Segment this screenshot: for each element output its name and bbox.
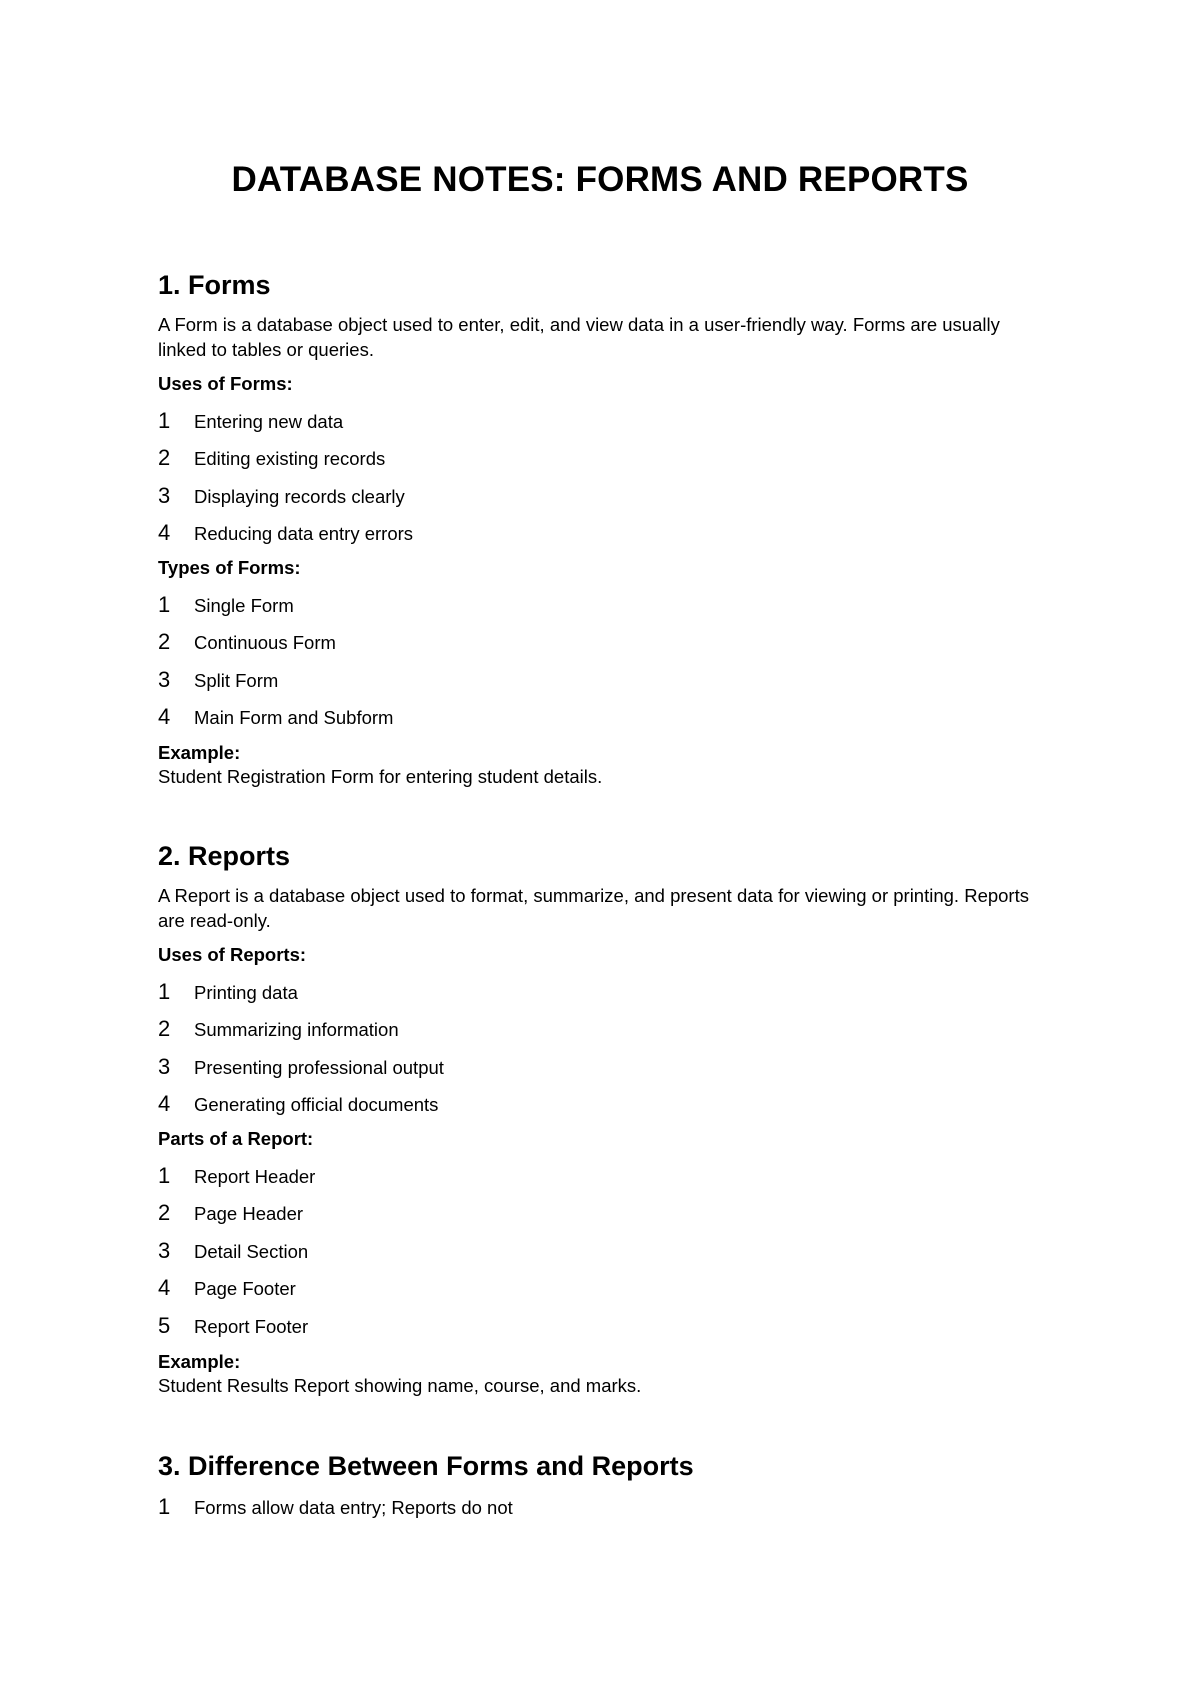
forms-example-text: Student Registration Form for entering student details.: [158, 766, 603, 787]
list-text: Single Form: [194, 594, 294, 616]
list-number: 2: [158, 445, 171, 470]
list-number: 4: [158, 704, 171, 729]
list-number: 4: [158, 1275, 171, 1300]
forms-types-heading: Types of Forms:: [158, 557, 301, 578]
list-item: [158, 1313, 1040, 1339]
list-item: [158, 520, 1040, 546]
list-number: 2: [158, 1016, 171, 1041]
list-item: [158, 667, 1040, 693]
list-text: Report Header: [194, 1165, 316, 1187]
list-text: Editing existing records: [194, 448, 386, 469]
list-text: Detail Section: [194, 1240, 309, 1262]
list-text: Presenting professional output: [194, 1056, 444, 1078]
list-item: [158, 592, 1040, 618]
reports-intro: A Report is a database object used to format, summarize, and present data for viewing or printing. Reports are read-only.: [158, 885, 1029, 931]
list-number: 2: [158, 629, 171, 654]
list-item: [158, 629, 1040, 655]
list-text: Page Footer: [194, 1278, 296, 1299]
forms-example-label: Example:: [158, 742, 241, 763]
list-text: Continuous Form: [194, 632, 336, 653]
list-number: 2: [158, 1200, 171, 1225]
list-item: [158, 979, 1040, 1005]
list-item: [158, 483, 1040, 509]
list-text: Page Header: [194, 1203, 304, 1224]
section-forms: [158, 268, 1040, 789]
list-text: Reducing data entry errors: [194, 523, 414, 544]
list-text: Generating official documents: [194, 1094, 439, 1115]
list-item: [158, 445, 1040, 471]
list-item: [158, 704, 1040, 730]
list-number: 1: [158, 1162, 171, 1188]
reports-example-text: Student Results Report showing name, course, and marks.: [158, 1374, 642, 1396]
list-item: [158, 1163, 1040, 1189]
list-number: 5: [158, 1312, 171, 1338]
list-text: Report Footer: [194, 1315, 309, 1337]
list-item: [158, 1091, 1040, 1117]
list-number: 3: [158, 666, 171, 692]
reports-parts-list: [158, 1163, 1040, 1339]
reports-uses-list: [158, 979, 1040, 1118]
list-item: [158, 1200, 1040, 1226]
list-text: Summarizing information: [194, 1019, 399, 1040]
list-number: 1: [158, 1494, 171, 1519]
section-difference: [158, 1449, 1040, 1521]
section-heading-forms: 1. Forms: [158, 270, 271, 300]
section-heading-difference: 3. Difference Between Forms and Reports: [158, 1450, 694, 1481]
list-item: [158, 1238, 1040, 1264]
forms-types-list: [158, 592, 1040, 731]
list-number: 1: [158, 407, 171, 433]
reports-uses-heading: Uses of Reports:: [158, 944, 307, 965]
forms-uses-heading: Uses of Forms:: [158, 373, 293, 394]
list-number: 4: [158, 520, 171, 545]
list-number: 1: [158, 591, 171, 617]
forms-uses-list: [158, 408, 1040, 547]
list-number: 1: [158, 978, 171, 1004]
section-reports: [158, 839, 1040, 1398]
list-number: 4: [158, 1091, 171, 1116]
list-text: Forms allow data entry; Reports do not: [194, 1497, 513, 1518]
document-title: DATABASE NOTES: FORMS AND REPORTS: [231, 160, 969, 199]
list-number: 3: [158, 482, 171, 508]
list-item: [158, 1016, 1040, 1042]
list-item: [158, 1275, 1040, 1301]
section-heading-reports: 2. Reports: [158, 841, 291, 871]
reports-example-label: Example:: [158, 1350, 241, 1372]
list-number: 3: [158, 1237, 171, 1263]
list-text: Split Form: [194, 669, 279, 691]
list-item: [158, 1494, 1040, 1520]
list-text: Displaying records clearly: [194, 485, 405, 507]
reports-parts-heading: Parts of a Report:: [158, 1128, 314, 1149]
list-text: Entering new data: [194, 410, 344, 432]
list-text: Main Form and Subform: [194, 707, 394, 728]
list-item: [158, 1054, 1040, 1080]
difference-list: [158, 1494, 1040, 1520]
list-text: Printing data: [194, 981, 298, 1003]
list-item: [158, 408, 1040, 434]
forms-intro: A Form is a database object used to enter, edit, and view data in a user-friendly way. Forms are usually linked to tables or queries.: [158, 314, 1000, 360]
list-number: 3: [158, 1053, 171, 1079]
